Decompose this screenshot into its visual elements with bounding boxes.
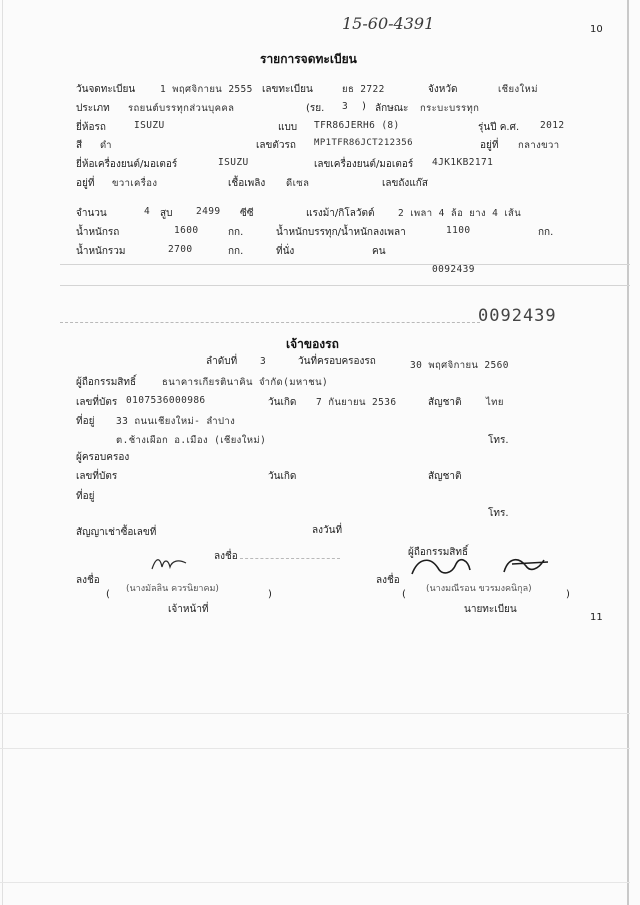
type-label: ประเภท <box>76 103 110 114</box>
sign-label-center: ลงชื่อ <box>214 551 238 562</box>
cc-unit: ซีซี <box>240 208 254 219</box>
possessor-address-label: ที่อยู่ <box>76 491 95 502</box>
chassis-value: MP1TFR86JCT212356 <box>314 138 413 148</box>
signature-line <box>240 558 340 559</box>
officer-name: (นางมัลลิน ควรนิยาคม) <box>126 584 219 594</box>
address-label: ที่อยู่ <box>76 416 95 427</box>
paren-open-officer: ( <box>106 589 110 600</box>
rs-suffix: ) <box>362 101 366 112</box>
possessor-phone-label: โทร. <box>488 508 509 519</box>
address-line-1: 33 ถนนเชียงใหม่- ลำปาง <box>116 416 236 427</box>
cc-value: 2499 <box>196 206 221 217</box>
address-line-2: ต.ช้างเผือก อ.เมือง (เชียงใหม่) <box>116 435 267 446</box>
seats-label: ที่นั่ง <box>276 246 295 257</box>
owner-title: เจ้าของรถ <box>286 337 339 351</box>
gross-unit: กก. <box>228 246 244 257</box>
possessor-card-label: เลขที่บัตร <box>76 471 118 482</box>
color-label: สี <box>76 140 83 151</box>
cylinders-unit: สูบ <box>160 208 173 219</box>
fuel-value: ดีเซล <box>286 178 310 189</box>
load-unit: กก. <box>538 227 554 238</box>
type-value: รถยนต์บรรทุกส่วนบุคคล <box>128 103 235 114</box>
chassis-label: เลขตัวรถ <box>256 140 296 151</box>
possess-date-value: 30 พฤศจิกายน 2560 <box>410 360 509 371</box>
chassis-located-value: กลางขวา <box>518 140 560 151</box>
holder-value: ธนาคารเกียรตินาคิน จำกัด(มหาชน) <box>162 377 329 388</box>
officer-signature <box>150 553 190 575</box>
page-number-bottom: 11 <box>590 612 603 623</box>
contract-date-label: ลงวันที่ <box>312 525 343 536</box>
province-label: จังหวัด <box>428 84 458 95</box>
year-label: รุ่นปี ค.ศ. <box>478 122 520 133</box>
rs-prefix: (รย. <box>306 103 325 114</box>
year-value: 2012 <box>540 120 565 131</box>
page-right-edge <box>627 0 629 905</box>
tear-line <box>60 322 480 323</box>
province-value: เชียงใหม่ <box>498 84 538 95</box>
horsepower-label: แรงม้า/กิโลวัตต์ <box>306 208 375 219</box>
holder-signature <box>408 552 558 582</box>
seats-unit: คน <box>372 246 386 257</box>
card-label: เลขที่บัตร <box>76 397 118 408</box>
plate-value: ยธ 2722 <box>342 84 385 95</box>
brand-label: ยี่ห้อรถ <box>76 122 106 133</box>
model-label: แบบ <box>278 122 298 133</box>
rs-value: 3 <box>342 101 349 112</box>
handwritten-annotation: 15-60-4391 <box>342 14 435 33</box>
weight-unit: กก. <box>228 227 244 238</box>
card-value: 0107536000986 <box>126 395 206 406</box>
birth-label: วันเกิด <box>268 397 297 408</box>
engine-brand-label: ยี่ห้อเครื่องยนต์/มอเตอร์ <box>76 159 178 170</box>
engine-no-label: เลขเครื่องยนต์/มอเตอร์ <box>314 159 414 170</box>
sign-label-registrar: ลงชื่อ <box>376 575 400 586</box>
registrar-name: (นางมณีรอน ขวรมงคนิกุล) <box>426 584 532 594</box>
registration-title: รายการจดทะเบียน <box>260 52 357 66</box>
birth-value: 7 กันยายน 2536 <box>316 397 397 408</box>
cylinders-label: จำนวน <box>76 208 107 219</box>
scan-line <box>0 748 630 749</box>
engine-brand-value: ISUZU <box>218 157 249 168</box>
weight-value: 1600 <box>174 225 199 236</box>
engine-no-value: 4JK1KB2171 <box>432 157 494 168</box>
paren-close-registrar: ) <box>566 589 570 600</box>
scan-line <box>0 713 630 714</box>
load-value: 1100 <box>446 225 471 236</box>
page-left-edge <box>2 0 3 905</box>
possess-date-label: วันที่ครอบครองรถ <box>298 356 376 367</box>
chassis-located-label: อยู่ที่ <box>480 140 499 151</box>
paren-open-registrar: ( <box>402 589 406 600</box>
scan-line <box>60 285 630 286</box>
scan-line <box>60 264 630 265</box>
possessor-label: ผู้ครอบครอง <box>76 452 130 463</box>
reg-date-label: วันจดทะเบียน <box>76 84 136 95</box>
plate-label: เลขทะเบียน <box>262 84 313 95</box>
brand-value: ISUZU <box>134 120 165 131</box>
reg-date-value: 1 พฤศจิกายน 2555 <box>160 84 253 95</box>
weight-label: น้ำหนักรถ <box>76 227 120 238</box>
style-value: กระบะบรรทุก <box>420 103 480 114</box>
phone-label: โทร. <box>488 435 509 446</box>
possessor-nationality-label: สัญชาติ <box>428 471 462 482</box>
color-value: ดำ <box>100 140 112 151</box>
holder-label: ผู้ถือกรรมสิทธิ์ <box>76 377 137 388</box>
paren-close-officer: ) <box>268 589 272 600</box>
registrar-role: นายทะเบียน <box>464 604 517 615</box>
sequence-value: 3 <box>260 356 267 367</box>
style-label: ลักษณะ <box>375 103 409 114</box>
page-number: 10 <box>590 24 603 35</box>
cylinders-value: 4 <box>144 206 151 217</box>
sequence-label: ลำดับที่ <box>206 356 238 367</box>
document-number-large: 0092439 <box>478 306 557 326</box>
scan-line <box>0 882 630 883</box>
possessor-birth-label: วันเกิด <box>268 471 297 482</box>
nationality-value: ไทย <box>486 397 504 408</box>
wheels-value: 2 เพลา 4 ล้อ ยาง 4 เส้น <box>398 208 522 219</box>
sign-label-officer: ลงชื่อ <box>76 575 100 586</box>
engine-located-value: ขวาเครื่อง <box>112 178 158 189</box>
load-label: น้ำหนักบรรทุก/น้ำหนักลงเพลา <box>276 227 406 238</box>
nationality-label: สัญชาติ <box>428 397 462 408</box>
gas-tank-label: เลขถังแก๊ส <box>382 178 428 189</box>
document-number: 0092439 <box>432 264 475 275</box>
gross-value: 2700 <box>168 244 193 255</box>
engine-located-label: อยู่ที่ <box>76 178 95 189</box>
fuel-label: เชื้อเพลิง <box>228 178 266 189</box>
holder-sign-role: ผู้ถือกรรมสิทธิ์ <box>408 547 469 558</box>
officer-role: เจ้าหน้าที่ <box>168 604 209 615</box>
model-value: TFR86JERH6 (8) <box>314 120 400 131</box>
gross-label: น้ำหนักรวม <box>76 246 126 257</box>
contract-label: สัญญาเช่าซื้อเลขที่ <box>76 527 157 538</box>
